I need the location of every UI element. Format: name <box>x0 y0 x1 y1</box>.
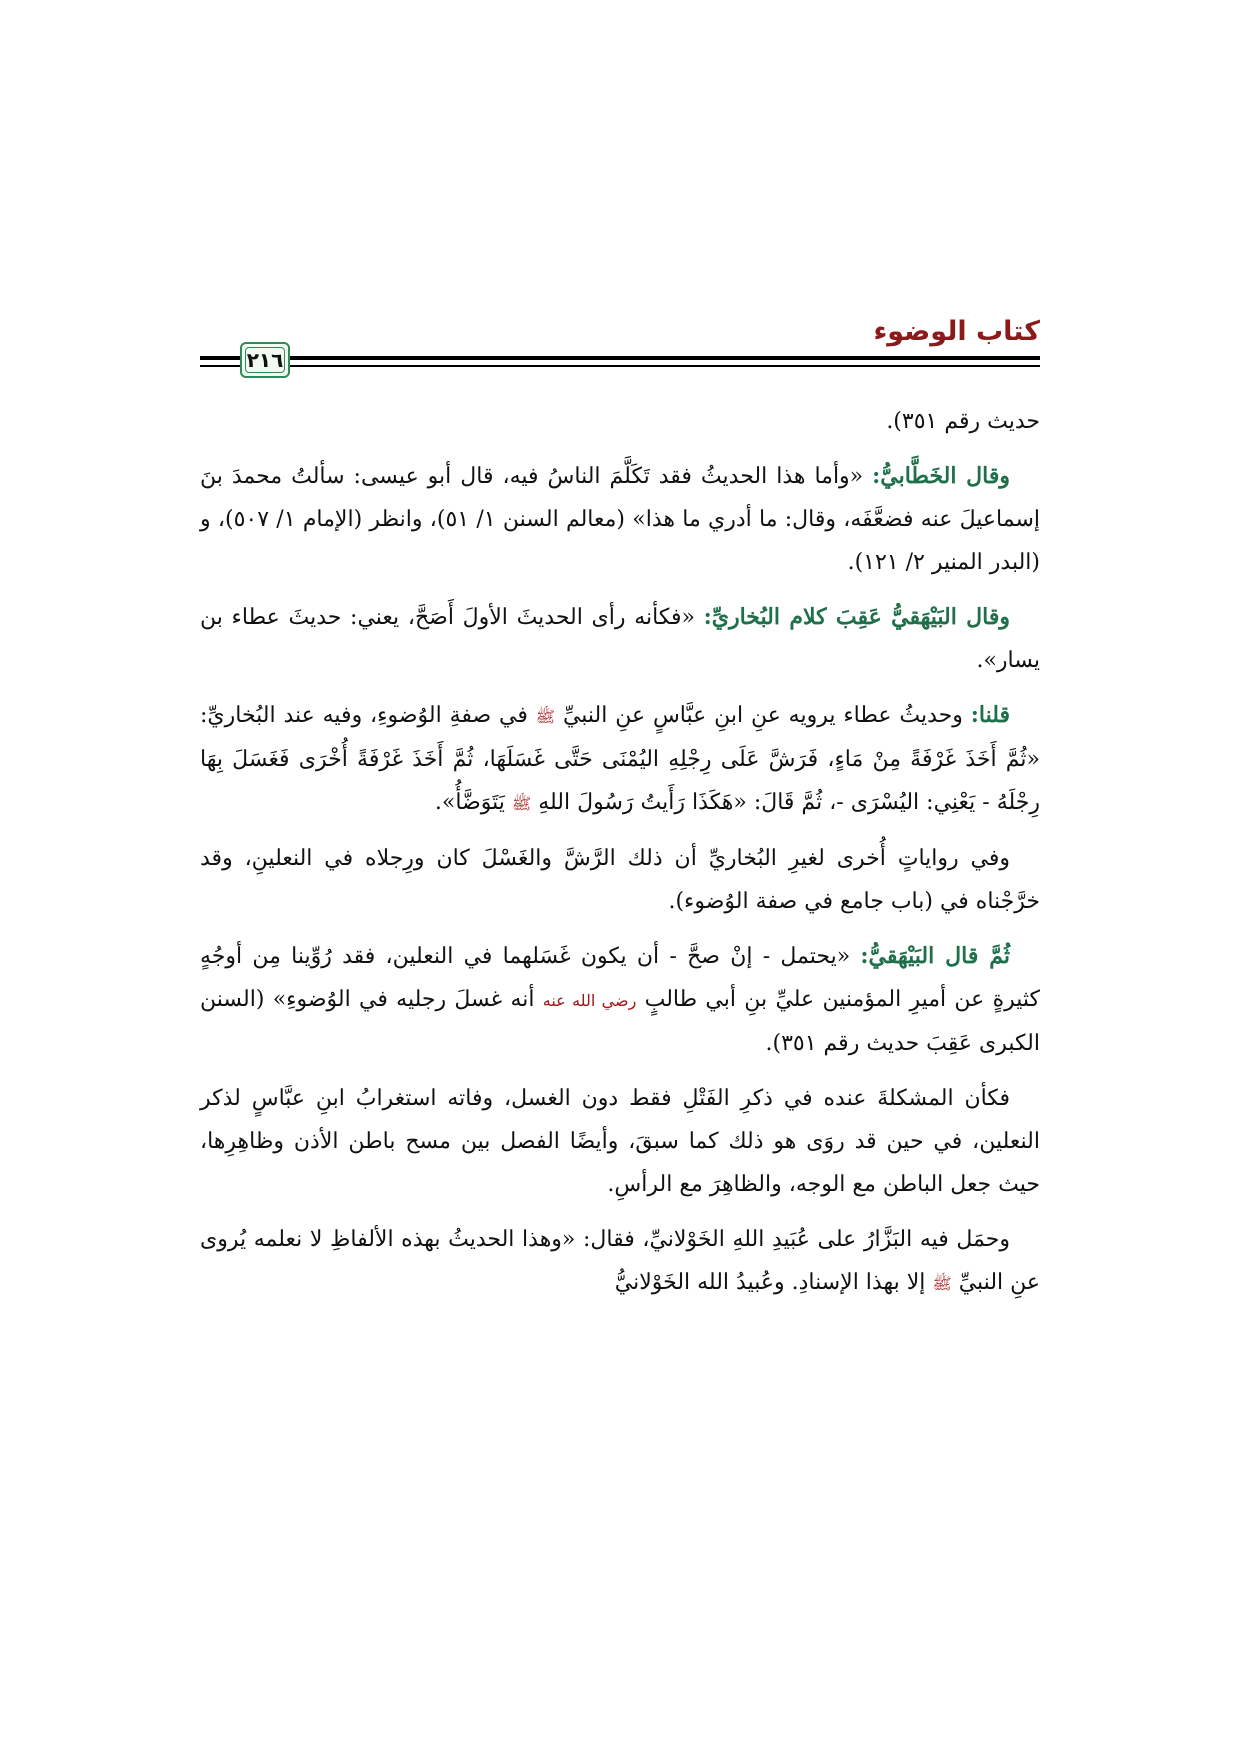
paragraph-text: وحديثُ عطاء يرويه عنِ ابنِ عبَّاسٍ عنِ النبيِّ <box>562 703 971 728</box>
honorific-mark: ﷺ <box>535 707 556 726</box>
page-number: ٢١٦ <box>246 348 284 372</box>
paragraph-text: فكأن المشكلةَ عنده في ذكرِ الفَتْلِ فقط دون الغسل، وفاته استغرابُ ابنِ عبَّاسٍ لذكر النعلين، في حين قد روَى هو ذلك كما سبقَ، وأيضًا الفصل بين مسح باطن الأذن وظاهِرِها، حيث جعل الباطن مع الوجه، والظاهِرَ مع الرأسِ. <box>200 1086 1040 1197</box>
paragraph-text: إلا بهذا الإسنادِ. وعُبيدُ الله الخَوْلانيُّ <box>614 1270 933 1295</box>
paragraph-text: أنه غسلَ رجليه في الوُضوءِ» (السنن الكبرى عَقِبَ حديث رقم ٣٥١). <box>200 987 1040 1056</box>
paragraph-lead: وقال الخَطَّابيُّ: <box>872 463 1010 489</box>
paragraph-1 <box>200 400 1040 443</box>
page-number-frame <box>240 342 290 378</box>
paragraph-text: في صفةِ الوُضوءِ، وفيه عند البُخاريِّ: «ثُمَّ أَخَذَ غَرْفَةً مِنْ مَاءٍ، فَرَشَّ عَلَى رِجْلِهِ اليُمْنَى حَتَّى غَسَلَهَا، ثُمَّ أَخَذَ غَرْفَةً أُخْرَى فَغَسَلَ بِهَا رِجْلَهُ - يَعْنِي: اليُسْرَى -، ثُمَّ قَالَ: «هَكَذَا رَأَيتُ رَسُولَ اللهِ <box>200 703 1040 815</box>
page-body <box>200 400 1040 1305</box>
paragraph-lead: قلنا: <box>970 702 1011 728</box>
paragraph-7 <box>200 1077 1040 1206</box>
header-rule-left-thin <box>200 365 240 367</box>
paragraph-text: «يحتمل - إنْ صحَّ - أن يكون غَسَلهما في النعلين، فقد رُوِّينا مِن أوجُهٍ كثيرةٍ عن أميرِ المؤمنين عليِّ بنِ أبي طالبٍ <box>200 944 1040 1012</box>
paragraph-text: وحمَل فيه البَزَّارُ على عُبَيدِ اللهِ الخَوْلانيِّ، فقال: «وهذا الحديثُ بهذه الألفاظِ لا نعلمه يُروى عنِ النبيِّ <box>200 1227 1040 1295</box>
honorific-mark: ﷺ <box>932 1274 952 1293</box>
paragraph-lead: ثُمَّ قال البَيْهَقيُّ: <box>860 943 1010 969</box>
paragraph-text: حديث رقم ٣٥١). <box>886 409 1040 434</box>
paragraph-lead: وقال البَيْهَقيُّ عَقِبَ كلام البُخاريِّ: <box>703 604 1010 630</box>
honorific-mark: ﷺ <box>511 794 532 813</box>
header-rule-thin <box>290 365 1040 367</box>
paragraph-text: «وأما هذا الحديثُ فقد تَكَلَّمَ الناسُ فيه، قال أبو عيسى: سألتُ محمدَ بنَ إسماعيلَ عنه فضعَّفَه، وقال: ما أدري ما هذا» (معالم السنن ١/ ٥١)، وانظر (الإمام ١/ ٥٠٧)، و (البدر المنير ٢/ ١٢١). <box>200 464 1041 575</box>
paragraph-3 <box>200 596 1040 682</box>
paragraph-text: «فكأنه رأى الحديثَ الأولَ أَصَحَّ، يعني: حديثَ عطاء بن يسار». <box>200 605 1040 673</box>
paragraph-5 <box>200 837 1040 923</box>
header-rule-left-thick <box>200 356 240 360</box>
paragraph-2 <box>200 455 1040 584</box>
header-rule-thick <box>290 356 1040 360</box>
paragraph-8 <box>200 1218 1040 1305</box>
paragraph-text: يَتَوَضَّأُ». <box>434 790 512 815</box>
paragraph-4 <box>200 694 1040 825</box>
honorific-mark: رضي الله عنه <box>542 991 637 1010</box>
paragraph-text: وفي رواياتٍ أُخرى لغيرِ البُخاريِّ أن ذلك الرَّشَّ والغَسْلَ كان ورِجلاه في النعلينِ، وقد خرَّجْناه في (باب جامع في صفة الوُضوء). <box>200 846 1040 914</box>
page-header <box>200 308 1040 388</box>
paragraph-6 <box>200 935 1040 1065</box>
book-title: كتاب الوضوء <box>873 316 1040 347</box>
